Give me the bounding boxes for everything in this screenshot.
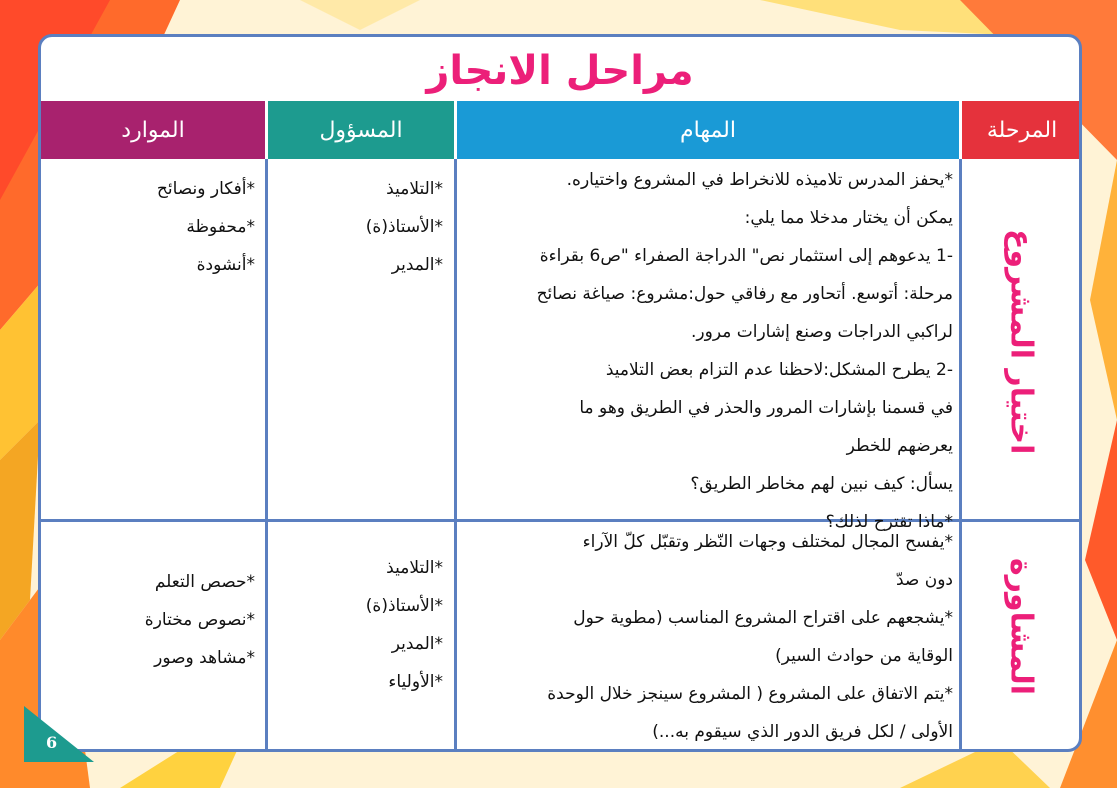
task-line: -2 يطرح المشكل:لاحظنا عدم التزام بعض التلاميذ <box>605 360 953 380</box>
task-line: يمكن أن يختار مدخلا مما يلي: <box>744 208 953 228</box>
task-line: *يتم الاتفاق على المشروع ( المشروع سينجز خلال الوحدة <box>547 684 953 704</box>
resource-item: *أفكار ونصائح <box>156 179 255 199</box>
responsible-item: *المدير <box>391 634 443 654</box>
responsible-item: *التلاميذ <box>386 179 443 199</box>
column-divider <box>959 159 962 749</box>
task-line: الأولى / لكل فريق الدور الذي سيقوم به...) <box>652 722 953 742</box>
resource-item: *حصص التعلم <box>154 572 255 592</box>
task-line: *يشجعهم على اقتراح المشروع المناسب (مطوية حول <box>573 608 953 628</box>
header-responsible: المسؤول <box>268 101 454 159</box>
task-line: يسأل: كيف نبين لهم مخاطر الطريق؟ <box>690 474 953 494</box>
header-resources: الموارد <box>41 101 265 159</box>
header-stage: المرحلة <box>962 101 1082 159</box>
resources-cell <box>51 563 255 677</box>
resource-item: *محفوظة <box>186 217 255 237</box>
responsible-item: *الأستاذ(ة) <box>365 596 443 616</box>
task-line: الوقاية من حوادث السير) <box>775 646 953 666</box>
resource-item: *نصوص مختارة <box>144 610 255 630</box>
task-line: -1 يدعوهم إلى استثمار نص" الدراجة الصفراء "ص6 بقراءة <box>539 246 953 266</box>
tasks-cell <box>465 161 953 541</box>
tasks-cell <box>465 523 953 751</box>
responsible-item: *التلاميذ <box>386 558 443 578</box>
responsible-cell <box>277 170 443 284</box>
stage-label-consultation: المشاورة <box>1003 558 1039 696</box>
task-line: في قسمنا بإشارات المرور والحذر في الطريق وهو ما <box>579 398 953 418</box>
column-divider <box>454 159 457 749</box>
task-line: *يفسح المجال لمختلف وجهات النّظر وتقبّل كلّ الآراء <box>582 532 953 552</box>
achievement-stages-card <box>38 34 1082 752</box>
resource-item: *مشاهد وصور <box>154 648 255 668</box>
resource-item: *أنشودة <box>196 255 255 275</box>
responsible-item: *الأولياء <box>388 672 443 692</box>
responsible-item: *الأستاذ(ة) <box>365 217 443 237</box>
task-line: يعرضهم للخطر <box>846 436 953 456</box>
responsible-cell <box>277 549 443 701</box>
responsible-item: *المدير <box>391 255 443 275</box>
page-title: مراحل الانجاز <box>426 48 694 94</box>
page-number: 6 <box>46 733 58 752</box>
task-line: *ماذا تقترح لذلك؟ <box>825 512 953 532</box>
resources-cell <box>51 170 255 284</box>
task-line: *يحفز المدرس تلاميذه للانخراط في المشروع واختياره. <box>566 170 953 190</box>
task-line: لراكبي الدراجات وصنع إشارات مرور. <box>691 322 953 342</box>
table-header <box>41 101 1079 159</box>
column-divider <box>265 159 268 749</box>
stage-label-project-selection: اختيار المشروع <box>1003 229 1039 455</box>
header-tasks: المهام <box>457 101 959 159</box>
task-line: دون صدّ <box>895 570 953 590</box>
page-number-badge <box>24 706 94 762</box>
task-line: مرحلة: أتوسع. أتحاور مع رفاقي حول:مشروع: صياغة نصائح <box>536 284 953 304</box>
